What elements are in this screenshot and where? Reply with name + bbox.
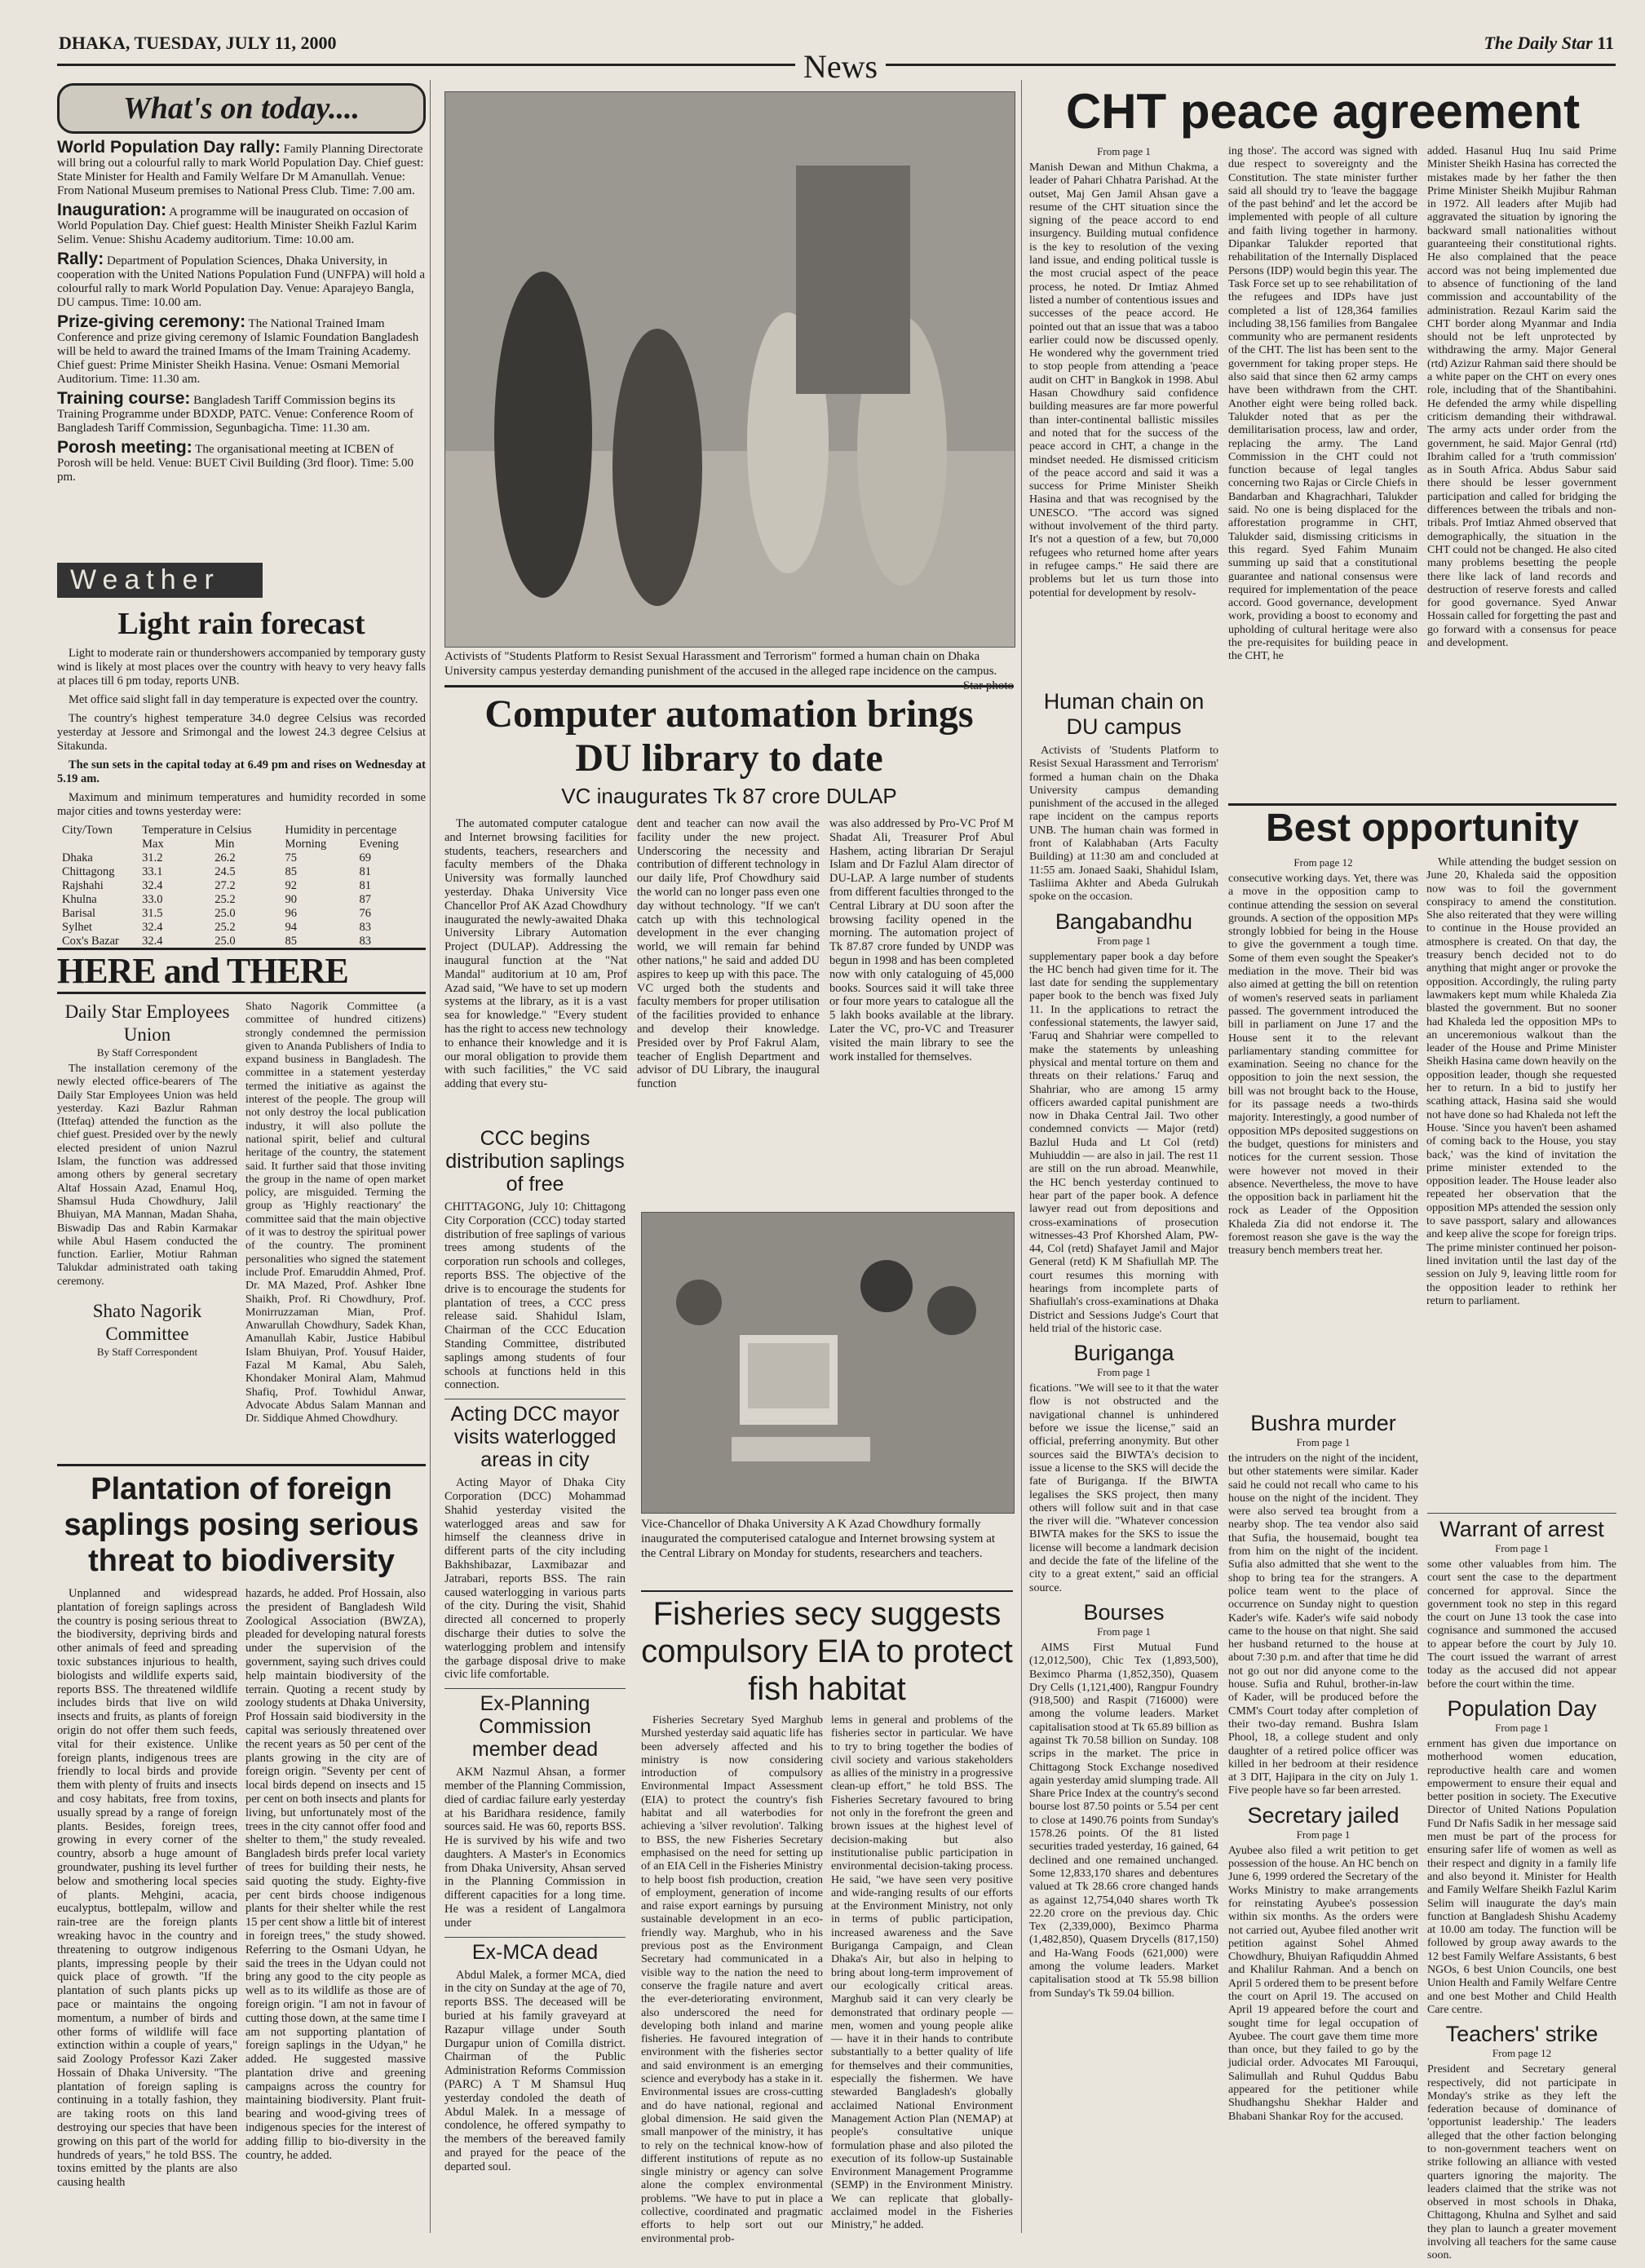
value-cell: 32.4 xyxy=(142,879,163,892)
warrant-body xyxy=(1427,1558,1616,1691)
table-subheader: Min xyxy=(214,838,235,851)
plantation-article xyxy=(57,1464,426,2195)
value-cell: 83 xyxy=(359,921,371,934)
value-cell: 81 xyxy=(359,879,371,892)
mca-body xyxy=(444,1969,626,2174)
event-title: Inauguration: xyxy=(57,201,167,219)
city-cell: Barisal xyxy=(62,907,96,920)
plantation-text: hazards, he added. Prof Hossain, also the president of Bangladesh Wild Zoological Association (BWZA), pleaded for developing natural forests under the supervision of the government, saying such drives could help maintain biodiversity of the terrain. Quoting a recent study by zoology students at Dhaka University, Prof Hossain said biodiversity in the capital was seriously threatened over the recent years as 50 per cent of the plants growing in the city are of foreign origin. "Seventy per cent of local birds depend on insects and 15 per cent on both insects and plants for living, but unfortunately most of the trees in the city cannot offer food and shelter to them," the study revealed. Bangladesh birds prefer local variety of trees for building their nests, he said quoting the study. Eighty-five per cent birds choose indigenous plants for their shelter while the rest 15 per cent show a little bit of interest in foreign trees," the study showed. Referring to the Osmani Udyan, he said the trees in the Udyan could not bring any good to the city people as well as to its wildlife as those are of foreign origin. "I am not in favour of cutting those down, at the same time I am not supporting plantation of foreign saplings in the Udyan," he added. He suggested massive plantation drive and greening campaigns across the country for maintaining biodiversity. Plant fruit-bearing and wood-giving trees of indigenous species for the interest of adding fillip to bio-diversity in the country, he added. xyxy=(245,1587,426,2162)
best-text: consecutive working days. Yet, there was a move in the opposition camp to continue attending the session on several grounds. A section of the opposition MPs strongly lobbied for being in the House to give the government a tough time. Some of them even sought the Speaker's mediation in the move. Their bid was also aimed at getting the bill on retention of women's reserved seats in parliament passed. The government introduced the bill in parliament on June 17 and the House sent it to the relevant parliamentary standing committee for examination. Seeing no chance for the opposition to join the next session, the bill was not brought back to the House, for its passage needs a two-thirds majority. Interestingly, a good number of opposition MPs deposited suggestions on the budget, questions for ministers and notices for the current session. Those were however not moved in their absence. Nevertheless, the move to have the opposition back in parliament hit the rock as Leader of the Opposition Khaleda Zia did not endorse it. The foremost reason she gave is the way the treasury bench members treat her. xyxy=(1228,873,1418,1258)
cht-text: Manish Dewan and Mithun Chakma, a leader of Pahari Chhatra Parishad. At the outset, Maj Gen Jamil Ahsan gave a resume of the CHT situation since the signing of the peace accord to end insurgency. Building mutual confidence is the key to resolution of the vexing land issue, and ending political tussle is the most crucial aspect of the peace process, he noted. Dr Imtiaz Ahmed listed a number of contentious issues and successes of the peace accord. He pointed out that an issue that was a taboo earlier could now be discussed openly. He wondered why the government tried to stop people from attending a 'peace audit on CHT' in Bangkok in 1998. Abul Hasan Chowdhury said confidence building measures are far more powerful than inter-continental ballistic missiles and noted that for the success of the peace accord in CHT, a change in the mindset needed. He dismissed criticism of the peace accord and said it was a success for Prime Minister Sheikh Hasina and that was recognised by the UNESCO. "The accord was signed without involvement of the third party. It's not a question of a few, but 70,000 refugees who returned home after years in refugee camps." He said there are problems but let us turn those into potential for development by resolv- xyxy=(1029,161,1218,599)
cht-col xyxy=(1029,145,1218,669)
event-text: Department of Population Sciences, Dhaka University, in cooperation with the United Nations Population Fund (UNFPA) will hold a colourful rally to mark World Population Day. Venue: Aparajeyo Bangla, DU campus. Time: 10.00 am. xyxy=(57,254,426,309)
weather-row xyxy=(57,879,426,893)
union-paragraph: The installation ceremony of the newly elected office-bearers of The Daily Star Employees Union was held yesterday. Kazi Bazlur Rahman (Ittefaq) attended the function as the chief guest. Presided over by the newly elected president of union Nazrul Islam, the function was addressed among others by general secretary Altaf Hossain Azad, Enamul Hoq, Shamsul Huda Chowdhury, Jalil Bhuiyan, MA Mannan, Madan Shaha, Biswadip Das and Rabin Karmakar while Abul Hasem conducted the function. Earlier, Motiur Rahman Talukdar administrated oath taking ceremony. xyxy=(57,1063,237,1288)
table-subheader: Evening xyxy=(359,838,399,851)
computer-text: dent and teacher can now avail the facility under the new project. Underscoring the necessity and contribution of different technology in our daily life, Prof Chowdhury said the world can no longer pass even one day without technology. "If we can't catch up with this technological development in the ever changing world, we will remain far behind other nations," he said and added DU aspires to keep up with this pace. The VC urged both the students and faculty members for proper utilisation of the facilities provided to enhance and develop their knowledge. Presided over by Prof Fakrul Alam, teacher of English Department and advisor of DU Library, the inaugural function xyxy=(637,817,820,1091)
city-cell: Rajshahi xyxy=(62,879,104,892)
library-photo xyxy=(641,1212,1015,1514)
value-cell: 31.5 xyxy=(142,907,163,920)
value-cell: 33.1 xyxy=(142,865,163,878)
secretary-from: From page 1 xyxy=(1296,1828,1351,1841)
photo2-caption: Vice-Chancellor of Dhaka University A K Azad Chowdhury formally inaugurated the computerised catalogue and Internet browsing system at the Central Library on Monday for students, researchers and teachers. xyxy=(641,1518,996,1560)
population-headline: Population Day xyxy=(1447,1695,1597,1721)
teachers-text: President and Secretary general respectively, did not participate in Monday's strike as they left the federation because of dominance of 'opportunist leadership.' The leaders alleged that the other faction belonging to non-government teachers went on strike following an alliance with vested quarters ignoring the majority. The leaders claimed that the strike was not observed in most schools in Dhaka, Chittagong, Khulna and Sylhet and said they plan to launch a greater movement involving all teachers for the same cause soon. xyxy=(1427,2063,1616,2262)
computer-columns xyxy=(444,817,1014,1096)
bangabandhu-body xyxy=(1029,951,1218,1337)
value-cell: 96 xyxy=(285,907,297,920)
mca-text: Abdul Malek, a former MCA, died in the city on Sunday at the age of 70, reports BSS. The deceased will be buried at his family graveyard at Razapur village under South Durgapur union of Comilla district. Chairman of the Public Administration Reforms Commission (PARC) A T M Shamsul Huq yesterday condoled the death of Abdul Malek. In a message of condolence, he offered sympathy to the members of the bereaved family and prayed for the peace of the departed soul. xyxy=(444,1968,626,2173)
bushra-text: the intruders on the night of the incident, but other statements were similar. Kader said he could not recall who came to his house on the night of the incident. They were also served tea brought from a nearby shop. The tea vendor also said that Sufia, the housemaid, bought tea from him on the night of the incident. Sufia also admitted that she went to the shop to bring tea for the strangers. A police team went to the place of occurrence on Sunday night to question Kader's wife. Kader's wife said nobody came to the house on that night. She said her husband returned to the house at about 7:30 p.m. and after that time he did not go out nor did anyone come to the house. Sufia and Ruhul, brother-in-law of Kader, will be produced before the CMM's Court today after completion of their two-day remand. Bushra Islam Phool, 18, a college student and only daughter of a retired police officer was killed in her bedroom at their residence at 3 DIT, Hajipara in the city on July 1. Five people have so far been arrested. xyxy=(1228,1452,1418,1797)
weather-paragraph: The sun sets in the capital today at 6.49 pm and rises on Wednesday at 5.19 am. xyxy=(57,758,426,785)
value-cell: 83 xyxy=(359,935,371,948)
planning-body xyxy=(444,1766,626,1930)
weather-section xyxy=(57,563,426,948)
city-cell: Khulna xyxy=(62,893,97,906)
weather-row xyxy=(57,935,426,948)
value-cell: 90 xyxy=(285,893,297,906)
value-cell: 25.0 xyxy=(214,935,236,948)
bourses-headline: Bourses xyxy=(1083,1599,1165,1625)
cht-from: From page 1 xyxy=(1097,145,1151,157)
weather-paragraph: The country's highest temperature 34.0 degree Celsius was recorded yesterday at Jessore and Srimongal and the lowest 24.3 degree Celsius at Sitakunda. xyxy=(57,712,426,753)
human-chain-photo-art xyxy=(445,92,1015,647)
weather-headline: Light rain forecast xyxy=(117,607,365,641)
computer-col xyxy=(637,817,820,1096)
weather-body xyxy=(57,647,426,819)
here-there-col-left xyxy=(57,1001,237,1431)
photo2-caption-block xyxy=(641,1517,1013,1561)
warrant-headline: Warrant of arrest xyxy=(1427,1513,1616,1542)
computer-article xyxy=(444,685,1014,1096)
warrant-text: some other valuables from him. The court sent the case to the department concerned for approval. Since the government took no step in this regard the court on June 13 took the case into cognisance and summoned the accused to appear before the court by July 10. The court issued the warrant of arrest today as the accused did not appear before the court within the time. xyxy=(1427,1558,1616,1691)
event-title: Prize-giving ceremony: xyxy=(57,312,246,331)
value-cell: 85 xyxy=(285,935,297,948)
event-item xyxy=(57,391,426,435)
right-col-b xyxy=(1228,1411,1418,2129)
event-title: World Population Day rally: xyxy=(57,138,281,157)
masthead-paper xyxy=(1484,33,1614,54)
weather-paragraph: Met office said slight fall in day temperature is expected over the country. xyxy=(69,693,418,706)
event-item xyxy=(57,252,426,310)
weather-band: Weather xyxy=(57,563,263,598)
cht-text: ing those'. The accord was signed with due respect to sovereignty and the Constitution. The state minister further said all should try to 'leave the baggage of the past behind' and let the accord be implemented with people of all culture and faith living together in harmony. Dipankar Talukder reported that rehabilitation of the Internally Displaced Persons (IDP) would begin this year. The Task Force set up to see rehabilitation of the refugees and IDPs have just completed a list of 128,364 families including 38,156 families from Bangalee community who are permanent residents of the CHT. The list has been sent to the government for taking proper steps. He also said that since then 62 army camps have been withdrawn from the CHT. Another eight were being rolled back. Talukder noted that as per the demilitarisation process, law and order, replacing the army. The Land Commission in the CHT could not function because of legal tangles concerning two Rajas or Circle Chiefs in Bandarban and Khagrachhari, Talukder said. No one is being displaced for the afforestation programme in CHT, Talukder said, dismissing criticisms in this regard. Syed Fahim Munaim summing up said that a constitutional guarantee and national consensus were required for implementation of the peace accord. Good governance, development work, providing a boost to economy and upholding of cultural heritage were also the pre-requisites for building peace in the CHT, he xyxy=(1228,145,1417,663)
best-article xyxy=(1228,803,1616,1313)
value-cell: 26.2 xyxy=(214,851,236,864)
city-cell: Dhaka xyxy=(62,851,93,864)
event-title: Rally: xyxy=(57,250,104,268)
fisheries-col xyxy=(831,1714,1013,2251)
secretary-body xyxy=(1228,1845,1418,2124)
plantation-col xyxy=(245,1587,426,2195)
weather-row xyxy=(57,907,426,921)
table-header: City/Town xyxy=(62,824,113,837)
plantation-columns xyxy=(57,1587,426,2195)
computer-text: was also addressed by Pro-VC Prof M Shadat Ali, Treasurer Prof Abul Hashem, acting librarian Dr Serajul Islam and Dr Fazlul Alam director of DU-LAP. A large number of students from different faculties thronged to the Central Library at DU soon after the browsing facility opened in the morning. The automation project of Tk 87.87 crore funded by UNDP was begun in 1998 and has been completed now with only cataloguing of 45,000 books. Sources said it will take three or four more years to catalogue all the 5 lakh books available at the library. Later the VC, pro-VC and Treasurer visited the main library to see the work installed for themselves. xyxy=(829,817,1014,1063)
here-there-banner: HERE and THERE xyxy=(57,948,426,994)
population-text: ernment has given due importance on motherhood women education, reproductive health care and women empowerment to ensure their equal and better position in society. The Executive Director of United Nations Population Fund Dr Nafis Sadik in her message said men must be part of the process for ensuring safer life of women as well as their respect and dignity in a family life and also beyond it. Minister for Health and Family Welfare Sheikh Fazlul Karim Selim will inaugurate the day's main function at Bangladesh Shishu Academy at 10.00 am today. The function will be followed by group away awards to the 12 best Family Welfare Assistants, 6 best NGOs, 6 best Union Councils, one best Union Health and Family Welfare Centre and one best Mother and Child Health Care centre. xyxy=(1427,1737,1616,2016)
bushra-from: From page 1 xyxy=(1296,1436,1351,1448)
city-cell: Chittagong xyxy=(62,865,115,878)
computer-col xyxy=(444,817,627,1096)
event-title: Training course: xyxy=(57,389,191,408)
best-col xyxy=(1228,856,1418,1313)
human-chain-photo xyxy=(444,91,1015,648)
page-number: 11 xyxy=(1597,33,1614,53)
event-title: Porosh meeting: xyxy=(57,438,192,457)
union-byline: By Staff Correspondent xyxy=(96,1046,198,1059)
computer-text: The automated computer catalogue and Internet browsing facilities for students, teachers, researchers and faculty members of the Dhaka University was formally launched yesterday. Dhaka University Vice Chancellor Prof AK Azad Chowdhury inaugurated the newly-awaited Dhaka University Library Automation Project (DULAP). Addressing the inaugural function at the "Nat Mandal" auditorium at 10 am, Prof Azad said, "We have to set up modern systems at the library, as it is a vast sea for knowledge." "Every student has the right to access new technology to enhance their knowledge and it is our moral obligation to provide them with such facilities," the VC said adding that every stu- xyxy=(444,817,627,1091)
shato-byline: By Staff Correspondent xyxy=(96,1346,198,1359)
teachers-body xyxy=(1427,2063,1616,2262)
table-subheader: Max xyxy=(142,838,164,851)
population-body xyxy=(1427,1738,1616,2017)
cht-col-body xyxy=(1029,161,1218,600)
here-there-columns xyxy=(57,1001,426,1431)
cht-article xyxy=(1029,83,1616,669)
weather-row xyxy=(57,921,426,935)
event-item xyxy=(57,140,426,198)
secretary-headline: Secretary jailed xyxy=(1247,1802,1400,1828)
planning-headline: Ex-Planning Commission member dead xyxy=(444,1688,626,1761)
buriganga-text: fications. "We will see to it that the water flow is not obstructed and the navigational channel is unhindered before we issue the license," said an official, preferring anonymity. But other sources said the BIWTA's decision to issue a license to the SKS will decide the fate of Buriganga. If the BIWTA legalises the SKS project, then many others will follow suit and in that case the river will die. "Whatever concession BIWTA makes for the SKS to issue the license will become a landmark decision and decide the fate of the lifeline of the city to a great extent," said an official source. xyxy=(1029,1382,1218,1594)
dcc-body xyxy=(444,1476,626,1682)
best-from: From page 12 xyxy=(1293,856,1353,869)
shato-paragraph: Shato Nagorik Committee (a committee of hundred citizens) strongly condemned the permission given to Ananda Publishers of India to expand business in Bangladesh. The committee in a statement yesterday termed the initiative as against the interest of the people. The group will not only destroy the local publication industry, it will also pollute the national spirit, belief and cultural heritage of the country, the statement said. It further said that those inviting the group in the name of open market policy, are misguided. Terming the group as 'Highly reactionary' the committee said that the main objective of it was to destroy the spiritual power of the country. The prominent personalities who signed the statement include Prof. Emaruddin Ahmed, Prof. Dr. MA Mazed, Prof. Ashker Ibne Shaikh, Prof. Ri Chowdhury, Prof. Monirruzzaman Mian, Prof. Anwarullah Chowdhury, Sadek Khan, Amanullah Kabir, Justice Habibul Islam Bhuiyan, Prof. Yousuf Haider, Fazal M Kamal, Abu Saleh, Khondaker Moniral Alam, Mahmud Shafiq, Prof. Towhidul Anwar, Advocate Abdus Salam Mannan and Dr. Siddique Ahmed Chowdhury. xyxy=(245,1001,426,1426)
city-cell: Sylhet xyxy=(62,921,93,934)
table-header: Humidity in percentage xyxy=(285,824,397,837)
secretary-text: Ayubee also filed a writ petition to get possession of the house. An HC bench on June 6, 1999 ordered the Secretary of the Works Ministry to make arrangements for reinstating Ayubee's possession within six months. As the orders were not carried out, Ayubee filed another writ petition against Sohel Ahmed Chowdhury, Bhuiyan Rafiquddin Ahmed and Khalilur Rahman. And a bench on April 5 ordered them to be present before the court on April 19. The accused on April 19 appeared before the court and sought time for legal occupation of Ayubee. The court gave them time more than once, but they failed to go by the judicial order. Advocates MI Farouqui, Salimullah and Ruhul Quddus Babu appeared for the petitioner while Shudhangshu Shekhar Halder and Bhabani Shankar Roy for the accused. xyxy=(1228,1844,1418,2123)
buriganga-body xyxy=(1029,1382,1218,1595)
value-cell: 87 xyxy=(359,893,371,906)
weather-row xyxy=(57,851,426,865)
photo1-caption: Activists of "Students Platform to Resist Sexual Harassment and Terrorism" formed a human chain on Dhaka University campus yesterday demanding punishment of the accused in the alleged rape incidence on the campus. xyxy=(444,650,997,678)
human-chain-text: Activists of 'Students Platform to Resist Sexual Harassment and Terrorism' formed a human chain on the Dhaka University campus demanding punishment of the accused in the alleged rape incident on the campus reports UNB. The human chain was formed in front of Kalabhaban (Arts Faculty Building) at 11:30 am and concluded at 11:55 am. Jonaed Saaki, Shahidul Islam, Tasliima Akhter and Abeda Gulrukah spoke on the occasion. xyxy=(1029,745,1218,904)
shato-headline: Shato Nagorik Committee xyxy=(92,1301,202,1345)
plantation-col xyxy=(57,1587,237,2195)
computer-subhead: VC inaugurates Tk 87 crore DULAP xyxy=(561,784,897,808)
right-col-c xyxy=(1427,1513,1616,2268)
ccc-text: CHITTAGONG, July 10: Chittagong City Corporation (CCC) today started distribution of free saplings of various trees among students of the corporation run schools and colleges, reports BSS. The objective of the drive is to encourage the students for plantation of trees, a CCC press release said. Shahidul Islam, Chairman of the CCC Education Standing Committee, distributed saplings among students of four schools at functions held in this connection. xyxy=(444,1200,626,1392)
fisheries-headline: Fisheries secy suggests compulsory EIA to protect fish habitat xyxy=(641,1590,1013,1708)
teachers-headline: Teachers' strike xyxy=(1445,2022,1599,2047)
table-header: Temperature in Celsius xyxy=(142,824,252,837)
value-cell: 76 xyxy=(359,907,371,920)
fisheries-text: lems in general and problems of the fisheries sector in particular. We have to try to bring together the bodies of civil society and various stakeholders as allies of the ministry in a progressive clean-up effort," he told BSS. The Fisheries Secretary favoured to bring not only in the forefront the green and brown issues at the highest level of decision-making but also institutionalise public participation in environmental decision-taking process. He said, "we have seen very positive and wide-ranging results of our efforts at the Environment Ministry, not only in terms of public participation, increased awareness and the Save Buriganga Campaign, and Clean Dhaka's Air, but also in helping to bring about long-term improvement of our ecologically critical areas. Marghub said it can very clearly be demonstrated that ordinary people — men, women and young people alike — have it in their hands to contribute substantially to a better quality of life for themselves and their communities, especially the fishermen. We have stewarded Bangladesh's globally acclaimed National Environment Management Action Plan (NEMAP) at people's consultative unique formulation phase and also piloted the execution of its follow-up Sustainable Environment Management Programme (SEMP) in the Environment Ministry. We can replicate that globally-acclaimed model in the Fisheries Ministry," he added. xyxy=(831,1714,1013,2232)
cht-col xyxy=(1427,145,1616,669)
cht-text: added. Hasanul Huq Inu said Prime Minister Sheikh Hasina has corrected the mistakes made by her father the then Prime Minister Sheikh Mujibur Rahman in 1972. All leaders after Mujib had aggravated the situation by ignoring the backward small nationalities without guaranteeing their constitutional rights. He also complained that the peace accord was not being implemented due to absence of functioning of the land commission and accountability of the administration. Rezaul Karim said the CHT border along Myanmar and India should not be left unprotected by withdrawing the army. Major General (rtd) Azizur Rahman said there should be a white paper on the CHT on every ones role, including that of the Shantibahini. He defended the army while dispelling criticism demanding their withdrawal. The army acts under order from the government, he said. Major Genral (rtd) Ibrahim called for a 'truth commission' as in South Africa. Abdus Sabur said there should be lesser government participation and called for bridging the differences between the tribals and non-tribals. Prof Imtiaz Ahmed observed that demographically, the situation in the CHT could not be changed. He also cited many problems besetting the people there like lack of land records and destruction of reserve forests and called for good governance. Syed Anwar Hossain called for forgetting the past and go forward with a consensus for peace and development. xyxy=(1427,145,1616,649)
plantation-headline: Plantation of foreign saplings posing serious threat to biodiversity xyxy=(57,1464,426,1579)
value-cell: 94 xyxy=(285,921,297,934)
column-rule xyxy=(430,80,431,2233)
right-col-a xyxy=(1029,689,1218,2005)
event-item xyxy=(57,312,426,387)
event-text: The National Trained Imam Conference and prize giving ceremony of Islamic Foundation Bangladesh will be held to award the trained Imams of the Imam Training Academy. Chief guest: Prime Minister Sheikh Hasina. Venue: Osmani Memorial Auditorium. Time: 11.30 am. xyxy=(57,317,419,386)
weather-row xyxy=(57,865,426,879)
library-photo-art xyxy=(642,1213,1014,1513)
whats-on-list xyxy=(57,140,426,484)
value-cell: 25.2 xyxy=(214,921,236,934)
value-cell: 31.2 xyxy=(142,851,163,864)
event-text: Bangladesh Tariff Commission begins its Training Programme under BDXDP, PATC. Venue: Conference Room of Bangladesh Tariff Commission, Segunbagicha. Time: 11.30 am. xyxy=(57,394,413,435)
bushra-headline: Bushra murder xyxy=(1250,1411,1396,1435)
dcc-headline: Acting DCC mayor visits waterlogged areas in city xyxy=(444,1399,626,1471)
human-chain-body xyxy=(1029,745,1218,904)
union-text xyxy=(57,1063,237,1289)
here-there-col-right xyxy=(245,1001,426,1431)
dcc-text: Acting Mayor of Dhaka City Corporation (DCC) Mohammad Shahid yesterday visited the waterlogged areas and saw for himself the cleanness drive in different parts of the city including Bakhshibazar, Laxmibazar and Jatrabari, reports BSS. The rain caused waterlogging in various parts of the city. During the visit, Shahid directed all concerned to properly discharge their duties to solve the waterlogging problem and intensify the garbage disposal drive to make civic life comfortable. xyxy=(444,1476,626,1682)
planning-text: AKM Nazmul Ahsan, a former member of the Planning Commission, died of cardiac failure early yesterday at his Baridhara residence, family sources said. He was 60, reports BSS. He is survived by his wife and two daughters. A Master's in Economics from Dhaka University, Ahsan served in the Planning Commission in different capacities for a long time. He was a resident of Langalmora under xyxy=(444,1766,626,1930)
masthead-date: DHAKA, TUESDAY, JULY 11, 2000 xyxy=(59,33,337,53)
weather-table xyxy=(57,824,426,948)
computer-col xyxy=(829,817,1014,1096)
table-subheader: Morning xyxy=(285,838,327,851)
weather-row xyxy=(57,893,426,907)
best-col-body xyxy=(1228,873,1418,1258)
teachers-from: From page 12 xyxy=(1492,2047,1552,2060)
weather-rows xyxy=(57,851,426,948)
middle-left-column xyxy=(444,1127,626,2179)
warrant-from: From page 1 xyxy=(1495,1542,1549,1554)
value-cell: 27.2 xyxy=(214,879,236,892)
population-from: From page 1 xyxy=(1495,1721,1549,1734)
bangabandhu-text: supplementary paper book a day before the HC bench had given time for it. The last date for sending the supplementary paper book to the bench was fixed July 11. In the applications to retract the confessional statements, the lawyer said, 'Faruq and Shahriar were compelled to make the statements by unleashing physical and mental torture on them and threats on their relations.' Faruq and Shahriar, who are among 15 army officers awarded capital punishment are now in Dhaka Central Jail. Two other condemned convicts — Major (retd) Bazlul Huda and Lt Col (retd) Muhiuddin — are also in jail. The rest 11 are still on the run abroad. Meanwhile, the HC bench yesterday continued to hear part of the paper book. A defence lawyer read out from depositions and cross-examinations of prosecution witnesses-43 Prof Khorshed Alam, PW-44, Col (retd) Shafayet Jamil and Major General (retd) K M Shafiullah MP. The court resumes this morning with hearings from incomplete parts of Shafiullah's cross-examinations at Dhaka District and Sessions Judge's Court that held trial of the historic case. xyxy=(1029,950,1218,1335)
event-text: A programme will be inaugurated on occasion of World Population Day. Chief guest: Health Minister Sheikh Fazlul Karim Selim. Venue: Shishu Academy auditorium. Time: 10.00 am. xyxy=(57,206,418,246)
bushra-body xyxy=(1228,1452,1418,1798)
event-item xyxy=(57,203,426,247)
value-cell: 69 xyxy=(359,851,371,864)
buriganga-headline: Buriganga xyxy=(1073,1341,1174,1366)
cht-headline: CHT peace agreement xyxy=(1065,84,1581,139)
value-cell: 32.4 xyxy=(142,935,163,948)
whats-on-section xyxy=(57,83,426,489)
bangabandhu-from: From page 1 xyxy=(1097,934,1151,947)
value-cell: 25.0 xyxy=(214,907,236,920)
value-cell: 85 xyxy=(285,865,297,878)
value-cell: 81 xyxy=(359,865,371,878)
cht-col xyxy=(1228,145,1417,669)
value-cell: 32.4 xyxy=(142,921,163,934)
fisheries-article xyxy=(641,1590,1013,2251)
bourses-from: From page 1 xyxy=(1097,1625,1151,1638)
union-headline: Daily Star Employees Union xyxy=(64,1001,230,1045)
cht-columns xyxy=(1029,145,1616,669)
value-cell: 75 xyxy=(285,851,297,864)
fisheries-col xyxy=(641,1714,823,2251)
weather-paragraph: Light to moderate rain or thundershowers accompanied by temporary gusty wind is likely at most places over the country with heavy to very heavy falls at places till 6 pm today, reports UNB. xyxy=(57,647,426,687)
event-text: The organisational meeting at ICBEN of Porosh will be held. Venue: BUET Civil Building (3rd floor). Time: 5.00 pm. xyxy=(57,443,413,484)
bourses-text: AIMS First Mutual Fund (12,012,500), Chic Tex (1,893,500), Beximco Pharma (1,852,350), Quasem Dry Cells (1,121,400), Rangpur Foundry (918,500) and Raspit (716000) were among the volume leaders. Market capitalisation stood at Tk 65.89 billion as against Tk 70.58 billion on Sunday. 108 scrips in the market. The price in Chittagong Stock Exchange nosedived again yesterday amid slumping trade. All Share Price Index at the country's second bourse lost 87.50 points or 5.54 per cent to close at 1490.76 points from Sunday's 1578.26 points. Of the 81 listed securities traded yesterday, 16 gained, 64 declined and one remained unchanged. Some 12,833,170 shares and debentures valued at Tk 28.66 crore changed hands as against 12,754,040 shares worth Tk 22.20 crore on the previous day. Chic Tex (2,339,000), Beximco Pharma (1,482,850), Quasem Drycells (817,150) and Ha-Wang Foods (621,000) were among the volume leaders. Market capitalisation stood at Tk 55.98 billion from Sunday's Tk 59.04 billion. xyxy=(1029,1641,1218,2000)
plantation-text: Unplanned and widespread plantation of foreign saplings across the country is posing serious threat to the biodiversity, depriving birds and other animals of feed and spreading toxic substances injurious to health, biologists and wildlife experts said, reports BSS. The threatened wildlife includes birds that live on wild insects and fruits, as plants of foreign origin do not offer them such feeds, vital for their existence. Unlike foreign plants, indigenous trees are friendly to local birds and provide them with plenty of fruits and insects and cosy habitats, free from toxins, usually spread by a range of foreign plants. Besides, foreign trees, growing in every corner of the country, absorb a huge amount of groundwater, pushing its level further below and smothering local species of plants. Mehgini, acacia, eucalyptus, bottlepalm, willow and rain-tree are the foreign plants wreaking havoc in the country and threatening to outgrow indigenous plants, impressing people by their quick place of growth. "If the plantation of such plants picks up pace or maintains the ongoing momentum, a number of birds and other forms of wildlife will face extinction within a couple of years," said Zoology Professor Kazi Zaker Hossain of Dhaka University. "The plantation of foreign sapling is continuing in a totally fashion, they are taking roots on this land destroying our species that have been growing on this part of the world for hundreds of years," he told BSS. The toxins emitted by the plants are also causing health xyxy=(57,1587,237,2190)
whats-on-banner: What's on today.... xyxy=(57,83,426,134)
city-cell: Cox's Bazar xyxy=(62,935,119,948)
best-columns xyxy=(1228,856,1616,1313)
value-cell: 33.0 xyxy=(142,893,163,906)
bangabandhu-headline: Bangabandhu xyxy=(1055,909,1193,934)
photo1-credit: —Star photo xyxy=(950,679,1014,692)
event-text: Family Planning Directorate will bring out a colourful rally to mark World Population Day. Chief guest: State Minister for Health and Family Welfare Dr M Amanullah. Venue: From National Museum premises to National Press Club. Time: 7.00 am. xyxy=(57,143,424,197)
computer-headline: Computer automation brings DU library to date xyxy=(484,692,974,780)
human-chain-headline: Human chain on DU campus xyxy=(1043,689,1205,739)
mca-headline: Ex-MCA dead xyxy=(444,1937,626,1964)
weather-paragraph: Maximum and minimum temperatures and humidity recorded in some major cities and towns yesterday were: xyxy=(57,791,426,818)
here-there-section xyxy=(57,948,426,1431)
buriganga-from: From page 1 xyxy=(1097,1366,1151,1379)
column-rule xyxy=(1021,80,1022,2233)
best-headline: Best opportunity xyxy=(1228,803,1616,851)
value-cell: 24.5 xyxy=(214,865,236,878)
paper-name: The Daily Star xyxy=(1484,33,1593,53)
fisheries-text: Fisheries Secretary Syed Marghub Murshed yesterday said aquatic life has been adversely affected and his ministry is now considering introduction of compulsory Environmental Impact Assessment (EIA) to protect the country's fish habitat and all waterbodies for achieving a 'silver revolution'. Talking to BSS, the new Fisheries Secretary emphasised on the need for setting up of an EIA Cell in the Fisheries Ministry to help boost fish production, creation of employment, generation of income and raise export earnings by pursuing sustainable development in an eco-friendly way. Marghub, who in his previous post as the Environment Secretary had communicated in a visible way to the nation the need to conserve the fragile nature and avert the ever-deteriorating environment, also underscored the need for developing both inland and marine fisheries. He favoured integration of environment with the fisheries sector and said environment is an emerging science and everybody has a stake in it. Environmental issues are cross-cutting and do have national, regional and global dimension. He said given the small manpower of the ministry, it has to rely on the technical know-how of different institutions of repute as no single ministry or agency can solve alone the complex environmental problems. "We have to put in place a collective, coordinated and pragmatic efforts to help sort out our environmental prob- xyxy=(641,1714,823,2245)
event-item xyxy=(57,440,426,484)
bourses-body xyxy=(1029,1642,1218,2001)
ccc-body xyxy=(444,1200,626,1392)
best-col xyxy=(1426,856,1616,1313)
best-text: While attending the budget session on June 20, Khaleda said the opposition now was to foil the government conspiracy to amend the constitution. She also reiterated that they were willing to continue in the House provided an atmosphere is created. On that day, the treasury bench decided not to do anything that might anger or provoke the opposition. Accordingly, the ruling party lawmakers kept mum while Khaleda Zia blasted the government. But no sooner had Khaleda led the opposition MPs to an unceremonious walkout than the leader of the House and Prime Minister Sheikh Hasina came down heavily on the opposition leader, though she requested her to return. In a bid to justify her scathing attack, Hasina said she would not have done so had Khaleda not left the House. 'Since you haven't been ashamed of coming back to the House, you stay back,' was the kind of invitation the prime minister extended to the opposition leader. The House leader also repeated her observation that the opposition MPs attended the session only to save passport, salary and allowances and keep alive the scope for foreign trips. The prime minister continued her poison-lined invitation until the last day of the session on July 9, leaving little room for the opposition leader to rethink her return to parliament. xyxy=(1426,856,1616,1307)
section-name: News xyxy=(795,47,886,86)
value-cell: 92 xyxy=(285,879,297,892)
value-cell: 25.2 xyxy=(214,893,236,906)
ccc-headline: CCC begins distribution saplings of free xyxy=(445,1127,625,1196)
fisheries-columns xyxy=(641,1714,1013,2251)
shato-text xyxy=(245,1001,426,1426)
